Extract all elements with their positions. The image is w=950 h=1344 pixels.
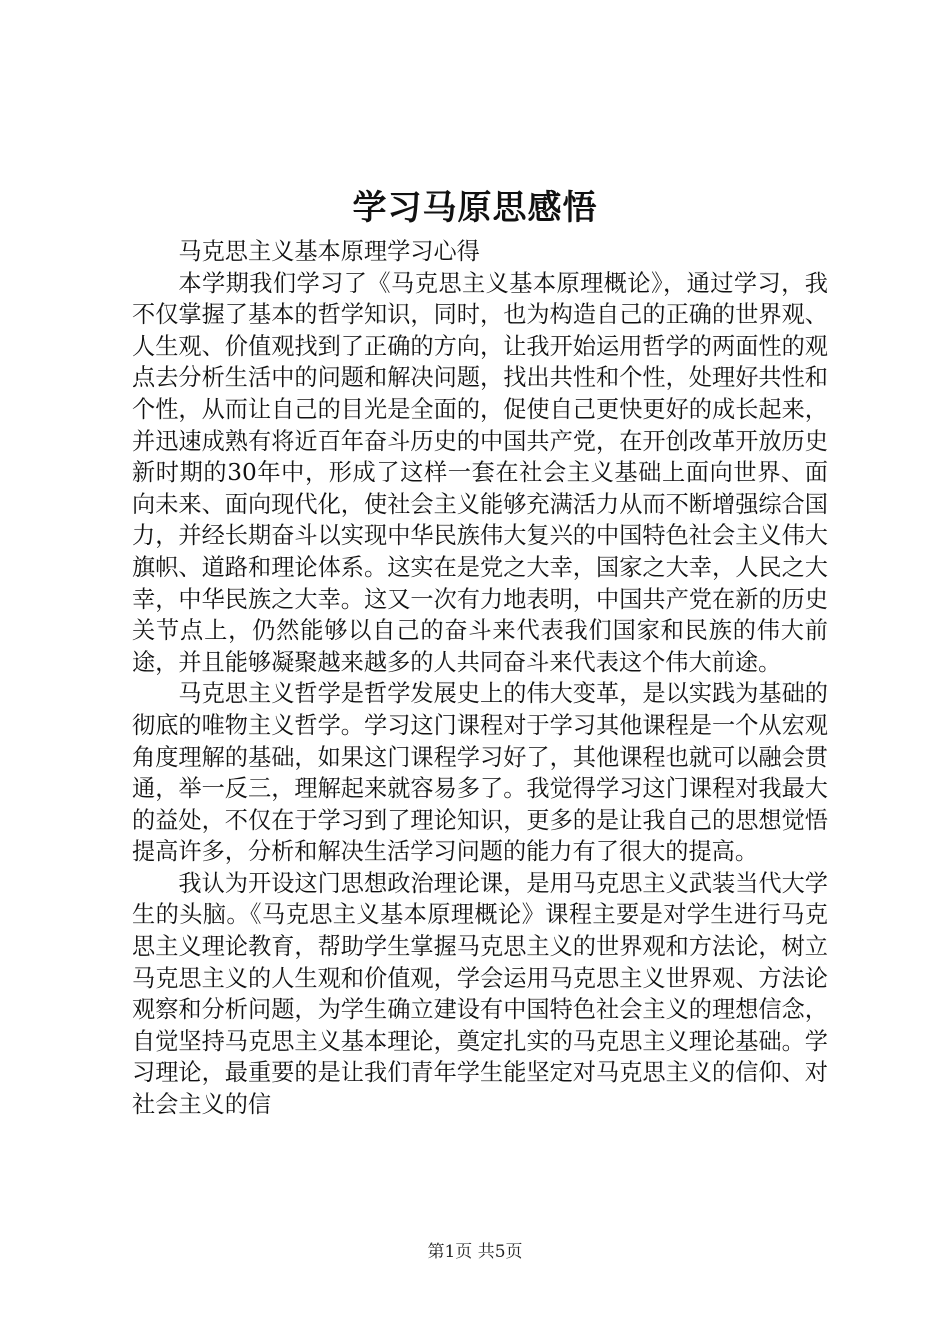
document-body <box>132 236 828 1121</box>
paragraph-2: 马克思主义哲学是哲学发展史上的伟大变革，是以实践为基础的彻底的唯物主义哲学。学习这门课程对于学习其他课程是一个从宏观角度理解的基础，如果这门课程学习好了，其他课程也就可以融会贯通，举一反三，理解起来就容易多了。我觉得学习这门课程对我最大的益处，不仅在于学习到了理论知识，更多的是让我自己的思想觉悟提高许多，分析和解决生活学习问题的能力有了很大的提高。 <box>132 680 828 866</box>
document-subtitle: 马克思主义基本原理学习心得 <box>178 238 480 265</box>
document-title: 学习马原思感悟 <box>352 188 598 228</box>
paragraph-1: 本学期我们学习了《马克思主义基本原理概论》，通过学习，我不仅掌握了基本的哲学知识，同时，也为构造自己的正确的世界观、人生观、价值观找到了正确的方向，让我开始运用哲学的两面性的观点去分析生活中的问题和解决问题，找出共性和个性，处理好共性和个性，从而让自己的目光是全面的，促使自己更快更好的成长起来，并迅速成熟有将近百年奋斗历史的中国共产党，在开创改革开放历史新时期的30年中，形成了这样一套在社会主义基础上面向世界、面向未来、面向现代化，使社会主义能够充满活力从而不断增强综合国力，并经长期奋斗以实现中华民族伟大复兴的中国特色社会主义伟大旗帜、道路和理论体系。这实在是党之大幸，国家之大幸，人民之大幸，中华民族之大幸。这又一次有力地表明，中国共产党在新的历史关节点上，仍然能够以自己的奋斗来代表我们国家和民族的伟大前途，并且能够凝聚越来越多的人共同奋斗来代表这个伟大前途。 <box>132 269 828 676</box>
page-footer: 第1页 共5页 <box>427 1242 523 1262</box>
paragraph-3: 我认为开设这门思想政治理论课，是用马克思主义武装当代大学生的头脑。《马克思主义基本原理概论》课程主要是对学生进行马克思主义理论教育，帮助学生掌握马克思主义的世界观和方法论，树立马克思主义的人生观和价值观，学会运用马克思主义世界观、方法论观察和分析问题，为学生确立建设有中国特色社会主义的理想信念，自觉坚持马克思主义基本理论，奠定扎实的马克思主义理论基础。学习理论，最重要的是让我们青年学生能坚定对马克思主义的信仰、对社会主义的信 <box>132 869 828 1119</box>
